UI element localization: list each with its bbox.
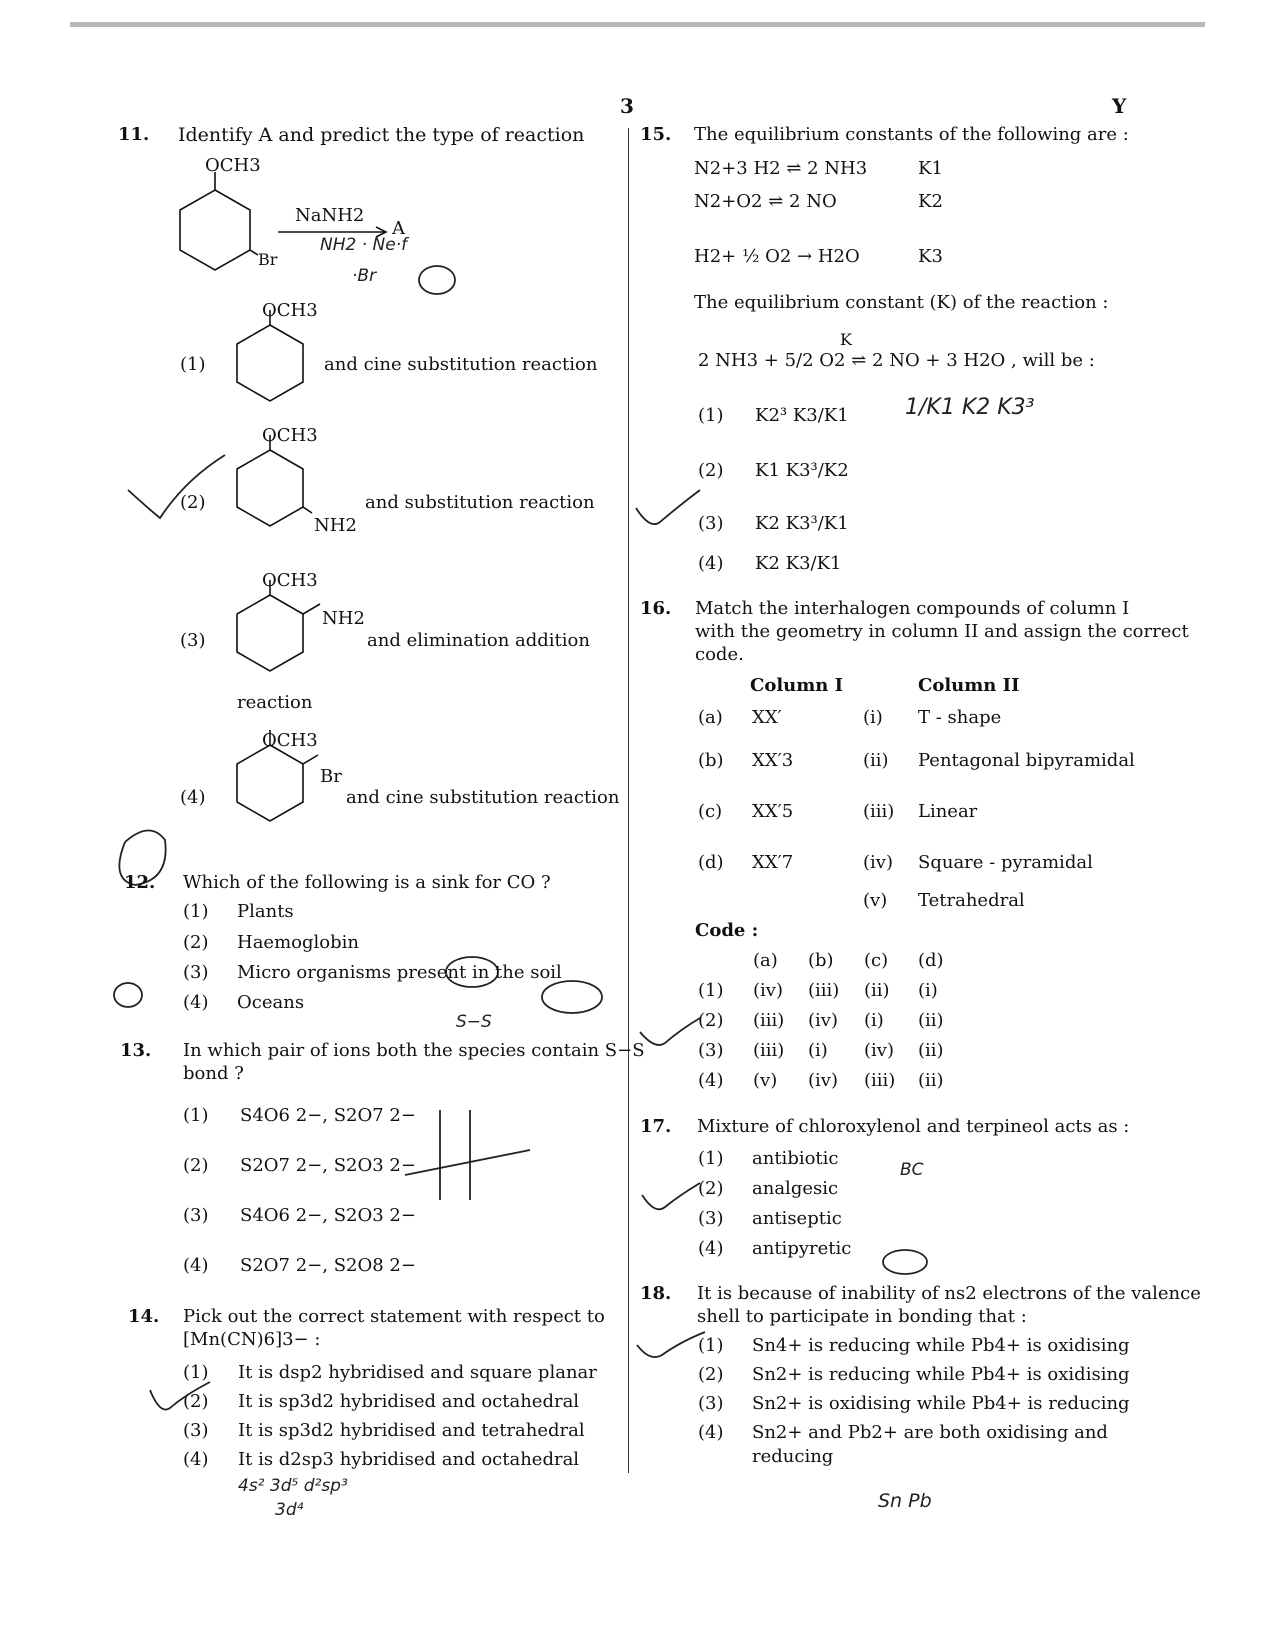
q12-opt3-text: Micro organisms present in the soil bbox=[237, 962, 562, 983]
bottom-handwritten-note: Sn Pb bbox=[878, 1490, 932, 1512]
q11-opt2-och3: OCH3 bbox=[262, 425, 318, 446]
q11-tick-mark bbox=[128, 455, 225, 518]
q11-reagent: NaNH2 bbox=[295, 205, 365, 226]
q11-reactant-br: Br bbox=[258, 250, 278, 269]
q13-opt1-text: S4O6 2−, S2O7 2− bbox=[240, 1105, 416, 1126]
q16-code2-d: (ii) bbox=[918, 1010, 944, 1031]
q11-opt1-och3: OCH3 bbox=[262, 300, 318, 321]
q12-opt2-number: (2) bbox=[183, 932, 209, 953]
q14-question2: [Mn(CN)6]3− : bbox=[183, 1329, 321, 1350]
q14-opt3-number: (3) bbox=[183, 1420, 209, 1441]
q16-row-d-compound: XX′7 bbox=[752, 852, 794, 873]
q15-reaction: 2 NH3 + 5/2 O2 ⇌ 2 NO + 3 H2O , will be : bbox=[698, 350, 1095, 371]
q12-opt2-text: Haemoglobin bbox=[237, 932, 359, 953]
q17-opt4-text: antipyretic bbox=[752, 1238, 852, 1259]
q13-number: 13. bbox=[120, 1040, 152, 1061]
q15-number: 15. bbox=[640, 124, 672, 145]
q16-col1-heading: Column I bbox=[750, 675, 844, 696]
q18-opt1-text: Sn4+ is reducing while Pb4+ is oxidising bbox=[752, 1335, 1130, 1356]
q16-code3-d: (ii) bbox=[918, 1040, 944, 1061]
q16-code3-a: (iii) bbox=[753, 1040, 785, 1061]
q15-handwritten-note: 1/K1 K2 K3³ bbox=[905, 395, 1035, 420]
q16-code2-a: (iii) bbox=[753, 1010, 785, 1031]
q14-handwritten-note: 4s² 3d⁵ d²sp³ bbox=[238, 1476, 348, 1496]
q16-question2: with the geometry in column II and assign the correct bbox=[695, 621, 1189, 642]
q16-code4-number: (4) bbox=[698, 1070, 724, 1091]
q11-opt3-text2: reaction bbox=[237, 692, 313, 713]
q12-opt3-number: (3) bbox=[183, 962, 209, 983]
q18-opt2-number: (2) bbox=[698, 1364, 724, 1385]
q15-opt1-number: (1) bbox=[698, 405, 724, 426]
q14-opt1-number: (1) bbox=[183, 1362, 209, 1383]
q14-number: 14. bbox=[128, 1306, 160, 1327]
q16-code4-b: (iv) bbox=[808, 1070, 838, 1091]
q16-code1-b: (iii) bbox=[808, 980, 840, 1001]
q13-opt1-number: (1) bbox=[183, 1105, 209, 1126]
q16-code4-c: (iii) bbox=[864, 1070, 896, 1091]
q16-row-c-roman: (iii) bbox=[863, 801, 895, 822]
q13-question: In which pair of ions both the species contain S−S bbox=[183, 1040, 645, 1061]
q17-opt1-text: antibiotic bbox=[752, 1148, 839, 1169]
q11-opt3-number: (3) bbox=[180, 630, 206, 651]
q17-opt3-number: (3) bbox=[698, 1208, 724, 1229]
q16-code1-a: (iv) bbox=[753, 980, 783, 1001]
q13-question2: bond ? bbox=[183, 1063, 244, 1084]
q11-opt4-br: Br bbox=[320, 766, 342, 787]
q11-opt3-nh2: NH2 bbox=[322, 608, 365, 629]
q17-number: 17. bbox=[640, 1116, 672, 1137]
q17-question: Mixture of chloroxylenol and terpineol acts as : bbox=[697, 1116, 1130, 1137]
q16-row-a-compound: XX′ bbox=[752, 707, 782, 728]
q17-opt4-number: (4) bbox=[698, 1238, 724, 1259]
q15-k-label: K bbox=[840, 330, 852, 349]
q11-opt1-ring bbox=[237, 325, 303, 401]
q11-handwritten-note2: ·Br bbox=[352, 266, 377, 286]
page-number: 3 bbox=[620, 94, 634, 118]
q17-opt3-text: antiseptic bbox=[752, 1208, 842, 1229]
q13-circle-mark bbox=[114, 983, 142, 1007]
q11-question: Identify A and predict the type of reaction bbox=[178, 124, 585, 146]
q17-handwritten-note: BC bbox=[900, 1160, 924, 1180]
q14-question: Pick out the correct statement with respect to bbox=[183, 1306, 605, 1327]
q17-tick-mark bbox=[642, 1183, 700, 1209]
q14-opt3-text: It is sp3d2 hybridised and tetrahedral bbox=[238, 1420, 585, 1441]
q16-row-c-label: (c) bbox=[698, 801, 723, 822]
q16-tick-mark bbox=[640, 1018, 700, 1045]
q11-opt2-number: (2) bbox=[180, 492, 206, 513]
q14-opt1-text: It is dsp2 hybridised and square planar bbox=[238, 1362, 597, 1383]
q16-col2-heading: Column II bbox=[918, 675, 1020, 696]
q13-opt3-number: (3) bbox=[183, 1205, 209, 1226]
q18-opt3-number: (3) bbox=[698, 1393, 724, 1414]
q13-handwritten-note: S−S bbox=[456, 1012, 492, 1032]
q18-opt1-number: (1) bbox=[698, 1335, 724, 1356]
q15-opt3-number: (3) bbox=[698, 513, 724, 534]
q11-opt1-text: and cine substitution reaction bbox=[324, 354, 598, 375]
q18-opt3-text: Sn2+ is oxidising while Pb4+ is reducing bbox=[752, 1393, 1130, 1414]
q16-code-head-d: (d) bbox=[918, 950, 944, 971]
q15-question2: The equilibrium constant (K) of the reaction : bbox=[694, 292, 1109, 313]
q11-opt3-ring bbox=[237, 595, 303, 671]
q15-opt2-number: (2) bbox=[698, 460, 724, 481]
q16-code3-c: (iv) bbox=[864, 1040, 894, 1061]
q11-number: 11. bbox=[118, 124, 150, 145]
q15-opt3-text: K2 K3³/K1 bbox=[755, 513, 849, 534]
q16-code1-d: (i) bbox=[918, 980, 938, 1001]
q18-opt2-text: Sn2+ is reducing while Pb4+ is oxidising bbox=[752, 1364, 1130, 1385]
q15-opt4-text: K2 K3/K1 bbox=[755, 553, 842, 574]
q16-number: 16. bbox=[640, 598, 672, 619]
q18-tick-mark bbox=[637, 1332, 705, 1357]
q17-opt2-number: (2) bbox=[698, 1178, 724, 1199]
q15-opt2-text: K1 K3³/K2 bbox=[755, 460, 849, 481]
q16-code3-b: (i) bbox=[808, 1040, 828, 1061]
q11-opt3-och3: OCH3 bbox=[262, 570, 318, 591]
q12-number: 12. bbox=[124, 872, 156, 893]
q16-row-b-roman: (ii) bbox=[863, 750, 889, 771]
q15-k1: K1 bbox=[918, 158, 943, 179]
q12-opt4-text: Oceans bbox=[237, 992, 305, 1013]
q16-code3-number: (3) bbox=[698, 1040, 724, 1061]
q11-opt4-ring bbox=[237, 745, 303, 821]
q13-opt4-text: S2O7 2−, S2O8 2− bbox=[240, 1255, 416, 1276]
q15-opt4-number: (4) bbox=[698, 553, 724, 574]
q11-opt2-nh2: NH2 bbox=[314, 515, 357, 536]
q16-row-b-compound: XX′3 bbox=[752, 750, 794, 771]
q16-code-head-c: (c) bbox=[864, 950, 889, 971]
q16-code-label: Code : bbox=[695, 920, 759, 941]
q11-opt4-number: (4) bbox=[180, 787, 206, 808]
q11-product-a: A bbox=[392, 218, 405, 239]
q13-ss-circle bbox=[542, 981, 602, 1013]
q16-row-a-label: (a) bbox=[698, 707, 723, 728]
q11-opt3-text: and elimination addition bbox=[367, 630, 590, 651]
q18-opt4-text2: reducing bbox=[752, 1446, 834, 1467]
set-code: Y bbox=[1112, 94, 1127, 118]
q13-structure-sketch bbox=[405, 1110, 530, 1200]
q18-opt4-text: Sn2+ and Pb2+ are both oxidising and bbox=[752, 1422, 1108, 1443]
q16-row-e-geometry: Tetrahedral bbox=[918, 890, 1025, 911]
q11-opt1-number: (1) bbox=[180, 354, 206, 375]
q14-handwritten-note2: 3d⁴ bbox=[275, 1500, 304, 1520]
q16-row-b-label: (b) bbox=[698, 750, 724, 771]
q14-opt4-text: It is d2sp3 hybridised and octahedral bbox=[238, 1449, 580, 1470]
q14-opt2-number: (2) bbox=[183, 1391, 209, 1412]
q14-opt4-number: (4) bbox=[183, 1449, 209, 1470]
q18-ns2-circle bbox=[883, 1250, 927, 1274]
q16-row-a-roman: (i) bbox=[863, 707, 883, 728]
q12-opt1-number: (1) bbox=[183, 901, 209, 922]
q16-code2-number: (2) bbox=[698, 1010, 724, 1031]
q15-question: The equilibrium constants of the following are : bbox=[694, 124, 1129, 145]
q11-opt4-och3: OCH3 bbox=[262, 730, 318, 751]
q17-opt1-number: (1) bbox=[698, 1148, 724, 1169]
q12-question: Which of the following is a sink for CO ? bbox=[183, 872, 551, 893]
q15-eq2: N2+O2 ⇌ 2 NO bbox=[694, 191, 837, 212]
q18-question2: shell to participate in bonding that : bbox=[697, 1306, 1027, 1327]
q16-row-b-geometry: Pentagonal bipyramidal bbox=[918, 750, 1135, 771]
q14-opt2-text: It is sp3d2 hybridised and octahedral bbox=[238, 1391, 580, 1412]
q16-code4-a: (v) bbox=[753, 1070, 778, 1091]
q16-row-c-geometry: Linear bbox=[918, 801, 978, 822]
q16-row-e-roman: (v) bbox=[863, 890, 888, 911]
q15-eq3: H2+ ½ O2 → H2O bbox=[694, 246, 860, 267]
q16-code1-number: (1) bbox=[698, 980, 724, 1001]
q11-handwritten-note: NH2 · Ne·f bbox=[320, 235, 408, 255]
q15-tick-mark bbox=[636, 490, 700, 524]
q18-opt4-number: (4) bbox=[698, 1422, 724, 1443]
q16-question3: code. bbox=[695, 644, 744, 665]
q16-code-head-b: (b) bbox=[808, 950, 834, 971]
q16-row-a-geometry: T - shape bbox=[918, 707, 1002, 728]
q13-opt2-number: (2) bbox=[183, 1155, 209, 1176]
q16-row-d-label: (d) bbox=[698, 852, 724, 873]
q18-question: It is because of inability of ns2 electrons of the valence bbox=[697, 1283, 1201, 1304]
q11-reactant-och3: OCH3 bbox=[205, 155, 261, 176]
q16-row-d-roman: (iv) bbox=[863, 852, 893, 873]
q18-number: 18. bbox=[640, 1283, 672, 1304]
q11-circle-mark bbox=[419, 266, 455, 294]
q16-row-c-compound: XX′5 bbox=[752, 801, 794, 822]
q15-k3: K3 bbox=[918, 246, 943, 267]
q13-opt3-text: S4O6 2−, S2O3 2− bbox=[240, 1205, 416, 1226]
q15-k2: K2 bbox=[918, 191, 943, 212]
q15-eq1: N2+3 H2 ⇌ 2 NH3 bbox=[694, 158, 868, 179]
q12-opt4-number: (4) bbox=[183, 992, 209, 1013]
q11-opt2-text: and substitution reaction bbox=[365, 492, 595, 513]
q16-code2-b: (iv) bbox=[808, 1010, 838, 1031]
q16-question: Match the interhalogen compounds of column I bbox=[695, 598, 1130, 619]
q13-opt2-text: S2O7 2−, S2O3 2− bbox=[240, 1155, 416, 1176]
q16-code4-d: (ii) bbox=[918, 1070, 944, 1091]
q13-opt4-number: (4) bbox=[183, 1255, 209, 1276]
q16-row-d-geometry: Square - pyramidal bbox=[918, 852, 1093, 873]
q16-code-head-a: (a) bbox=[753, 950, 778, 971]
q12-opt1-text: Plants bbox=[237, 901, 294, 922]
q15-opt1-text: K2³ K3/K1 bbox=[755, 405, 849, 426]
q16-code1-c: (ii) bbox=[864, 980, 890, 1001]
q11-reactant-ring bbox=[180, 190, 250, 270]
q16-code2-c: (i) bbox=[864, 1010, 884, 1031]
q11-opt2-ring bbox=[237, 450, 303, 526]
q17-opt2-text: analgesic bbox=[752, 1178, 839, 1199]
q11-opt4-text: and cine substitution reaction bbox=[346, 787, 620, 808]
